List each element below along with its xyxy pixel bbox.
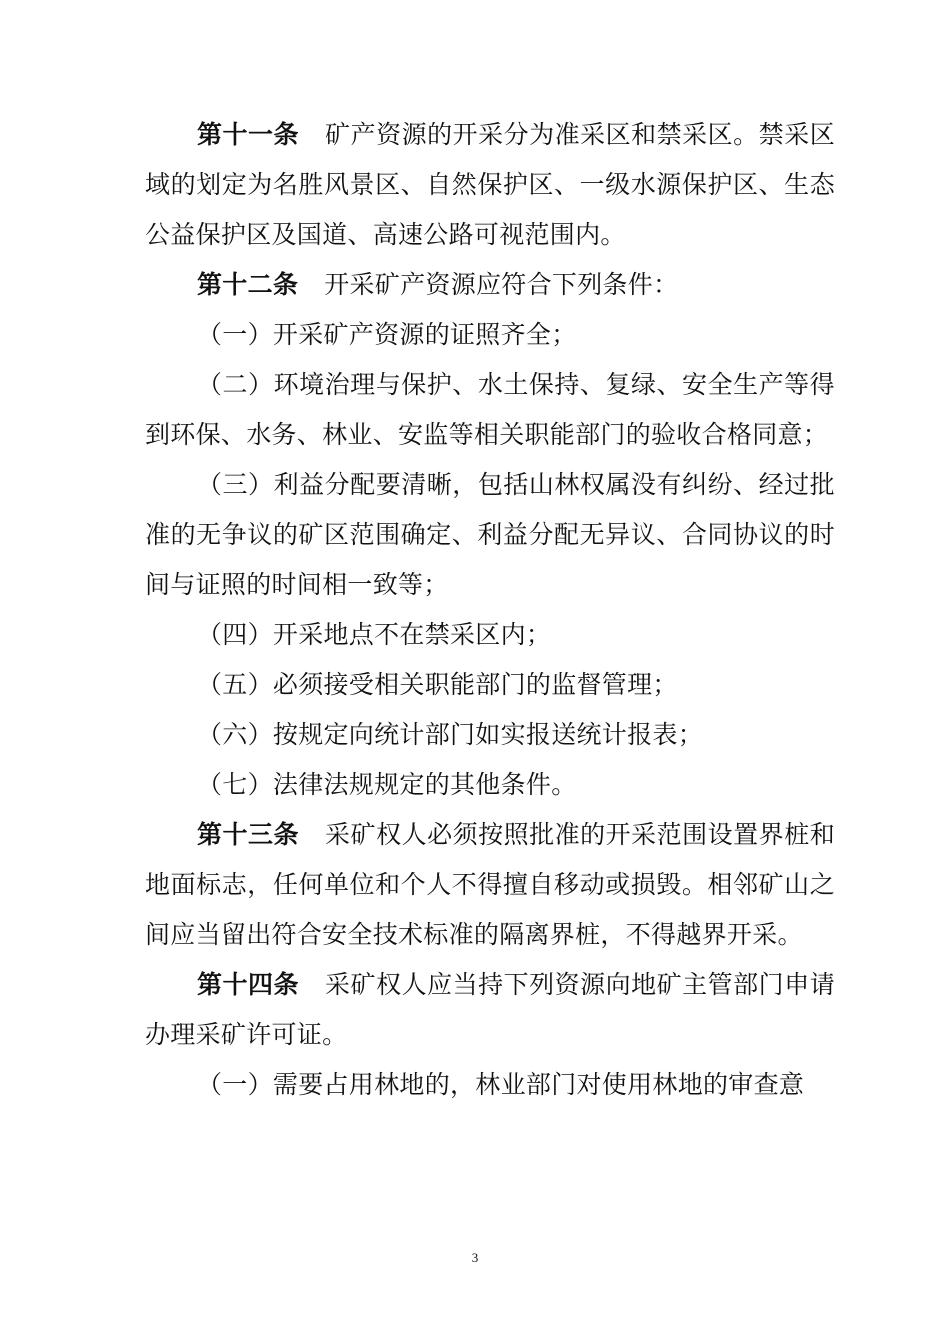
list-item-1 <box>145 310 835 360</box>
article-number: 第十三条 <box>197 820 300 849</box>
paragraph-text: 采矿权人必须按照批准的开采范围设置界桩和地面标志，任何单位和个人不得擅自移动或损毁。相邻矿山之间应当留出符合安全技术标准的隔离界桩，不得越界开采。 <box>145 820 835 949</box>
list-item-3 <box>145 460 835 610</box>
paragraph-text: （七）法律法规规定的其他条件。 <box>197 770 577 799</box>
paragraph-text: （一）需要占用林地的，林业部门对使用林地的审查意 <box>197 1070 805 1099</box>
article-number: 第十一条 <box>197 120 300 149</box>
paragraph-text: （一）开采矿产资源的证照齐全； <box>197 320 577 349</box>
paragraph-text: （六）按规定向统计部门如实报送统计报表； <box>197 720 704 749</box>
paragraph-text: 开采矿产资源应符合下列条件： <box>324 270 679 299</box>
paragraph-text: （五）必须接受相关职能部门的监督管理； <box>197 670 678 699</box>
paragraph-text: 矿产资源的开采分为准采区和禁采区。禁采区域的划定为名胜风景区、自然保护区、一级水源保护区、生态公益保护区及国道、高速公路可视范围内。 <box>145 120 835 249</box>
paragraph-article-11 <box>145 110 835 260</box>
page-number: 3 <box>471 1250 479 1265</box>
paragraph-text: 采矿权人应当持下列资源向地矿主管部门申请办理采矿许可证。 <box>145 970 835 1049</box>
document-body <box>145 110 835 1110</box>
list-item-4 <box>145 610 835 660</box>
paragraph-text: （二）环境治理与保护、水土保持、复绿、安全生产等得到环保、水务、林业、安监等相关职能部门的验收合格同意； <box>145 370 835 449</box>
list-item-1-article-14 <box>145 1060 835 1110</box>
article-number: 第十二条 <box>197 270 299 299</box>
paragraph-text: （四）开采地点不在禁采区内； <box>197 620 552 649</box>
list-item-6 <box>145 710 835 760</box>
list-item-5 <box>145 660 835 710</box>
article-number: 第十四条 <box>197 970 300 999</box>
paragraph-text: （三）利益分配要清晰，包括山林权属没有纠纷、经过批准的无争议的矿区范围确定、利益分配无异议、合同协议的时间与证照的时间相一致等； <box>145 470 835 599</box>
paragraph-article-12 <box>145 260 835 310</box>
paragraph-article-13 <box>145 810 835 960</box>
paragraph-article-14 <box>145 960 835 1060</box>
list-item-7 <box>145 760 835 810</box>
list-item-2 <box>145 360 835 460</box>
